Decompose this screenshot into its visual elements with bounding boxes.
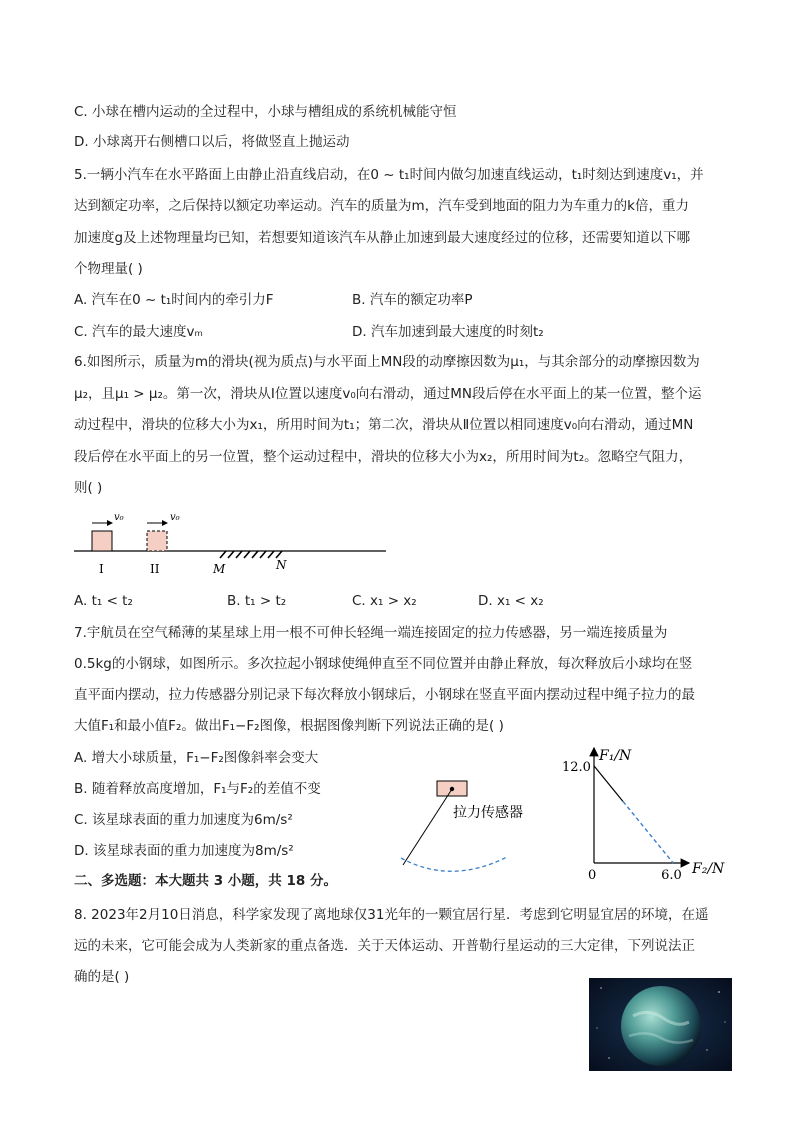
v0-label-i: v₀ [114, 512, 124, 523]
q6-stem-line3: 动过程中，滑块的位移大小为x₁，所用时间为t₁；第二次，滑块从Ⅱ位置以相同速度v₀向右滑动，通过MN [74, 417, 694, 433]
f1-f2-chart [555, 740, 730, 885]
position-ii-label: II [150, 562, 160, 576]
point-m-label: M [213, 562, 226, 576]
v0-label-ii: v₀ [170, 512, 180, 523]
position-i-label: I [99, 562, 104, 576]
y-tick-label: 12.0 [562, 759, 591, 775]
q5-option-c: C. 汽车的最大速度vₘ [74, 324, 203, 340]
x-axis-label: F₂/N [692, 861, 725, 877]
q7-stem-line3: 直平面内摆动，拉力传感器分别记录下每次释放小钢球后，小钢球在竖直平面内摆动过程中绳子拉力的最 [74, 687, 695, 703]
q6-option-b: B. t₁ > t₂ [227, 593, 287, 609]
q7-option-b: B. 随着释放高度增加，F₁与F₂的差值不变 [74, 781, 321, 797]
mn-rough-segment [220, 551, 282, 558]
x-tick-label: 6.0 [661, 868, 682, 883]
q6-option-c: C. x₁ > x₂ [352, 593, 417, 609]
q6-stem-line1: 6.如图所示，质量为m的滑块(视为质点)与水平面上MN段的动摩擦因数为μ₁，与其余部分的动摩擦因数为 [74, 354, 700, 370]
q5-option-d: D. 汽车加速到最大速度的时刻t₂ [352, 324, 544, 340]
y-axis-label: F₁/N [599, 748, 632, 764]
q4-option-c: C. 小球在槽内运动的全过程中，小球与槽组成的系统机械能守恒 [74, 104, 457, 120]
q5-stem-line1: 5.一辆小汽车在水平路面上由静止沿直线启动，在0 ~ t₁时间内做匀加速直线运动，t₁时刻达到速度v₁，并 [74, 167, 704, 183]
q7-stem-line1: 7.宇航员在空气稀薄的某星球上用一根不可伸长轻绳一端连接固定的拉力传感器，另一端连接质量为 [74, 625, 668, 641]
planet-image [589, 978, 732, 1071]
sensor-label: 拉力传感器 [453, 805, 523, 821]
q5-option-a: A. 汽车在0 ~ t₁时间内的牵引力F [74, 292, 274, 308]
q6-slider-figure [70, 505, 390, 580]
q7-stem-line2: 0.5kg的小钢球，如图所示。多次拉起小钢球使绳伸直至不同位置并由静止释放，每次释放后小球均在竖 [74, 656, 693, 672]
q6-stem-line4: 段后停在水平面上的另一位置，整个运动过程中，滑块的位移大小为x₂，所用时间为t₂。忽略空气阻力， [74, 449, 693, 465]
q7-pendulum-figure [395, 775, 545, 875]
q6-stem-line5: 则( ) [74, 480, 103, 496]
q5-stem-line4: 个物理量( ) [74, 261, 143, 277]
q5-option-b: B. 汽车的额定功率P [352, 292, 473, 308]
f1-f2-line-dashed [623, 801, 673, 863]
q5-stem-line2: 达到额定功率，之后保持以额定功率运动。汽车的质量为m，汽车受到地面的阻力为车重力的k倍，重力 [74, 198, 689, 214]
q8-stem-line1: 8. 2023年2月10日消息，科学家发现了离地球仅31光年的一颗宜居行星．考虑到它明显宜居的环境，在遥 [74, 907, 709, 923]
point-n-label: N [276, 558, 287, 572]
q6-stem-line2: μ₂，且μ₁ > μ₂。第一次，滑块从Ⅰ位置以速度v₀向右滑动，通过MN段后停在水平面上的某一位置，整个运 [74, 386, 702, 402]
q8-stem-line3: 确的是( ) [74, 969, 130, 985]
q6-option-d: D. x₁ < x₂ [478, 593, 544, 609]
q7-option-d: D. 该星球表面的重力加速度为8m/s² [74, 843, 294, 859]
rope [403, 789, 452, 865]
block-position-i [92, 531, 112, 551]
q7-option-a: A. 增大小球质量，F₁−F₂图像斜率会变大 [74, 750, 319, 766]
block-position-ii [147, 531, 167, 551]
f1-f2-line-solid [594, 766, 623, 802]
q6-option-a: A. t₁ < t₂ [74, 593, 133, 609]
q5-stem-line3: 加速度g及上述物理量均已知，若想要知道该汽车从静止加速到最大速度经过的位移，还需要知道以下哪 [74, 230, 691, 246]
q7-stem-line4: 大值F₁和最小值F₂。做出F₁−F₂图像，根据图像判断下列说法正确的是( ) [74, 718, 504, 734]
q4-option-d: D. 小球离开右侧槽口以后，将做竖直上抛运动 [74, 134, 350, 150]
swing-arc [401, 857, 507, 871]
q8-stem-line2: 远的未来，它可能会成为人类新家的重点备选．关于天体运动、开普勒行星运动的三大定律，下列说法正 [74, 938, 695, 954]
q7-option-c: C. 该星球表面的重力加速度为6m/s² [74, 812, 293, 828]
section-2-title: 二、多选题：本大题共 3 小题，共 18 分。 [74, 873, 337, 889]
x-tick-label: 0 [588, 868, 597, 883]
